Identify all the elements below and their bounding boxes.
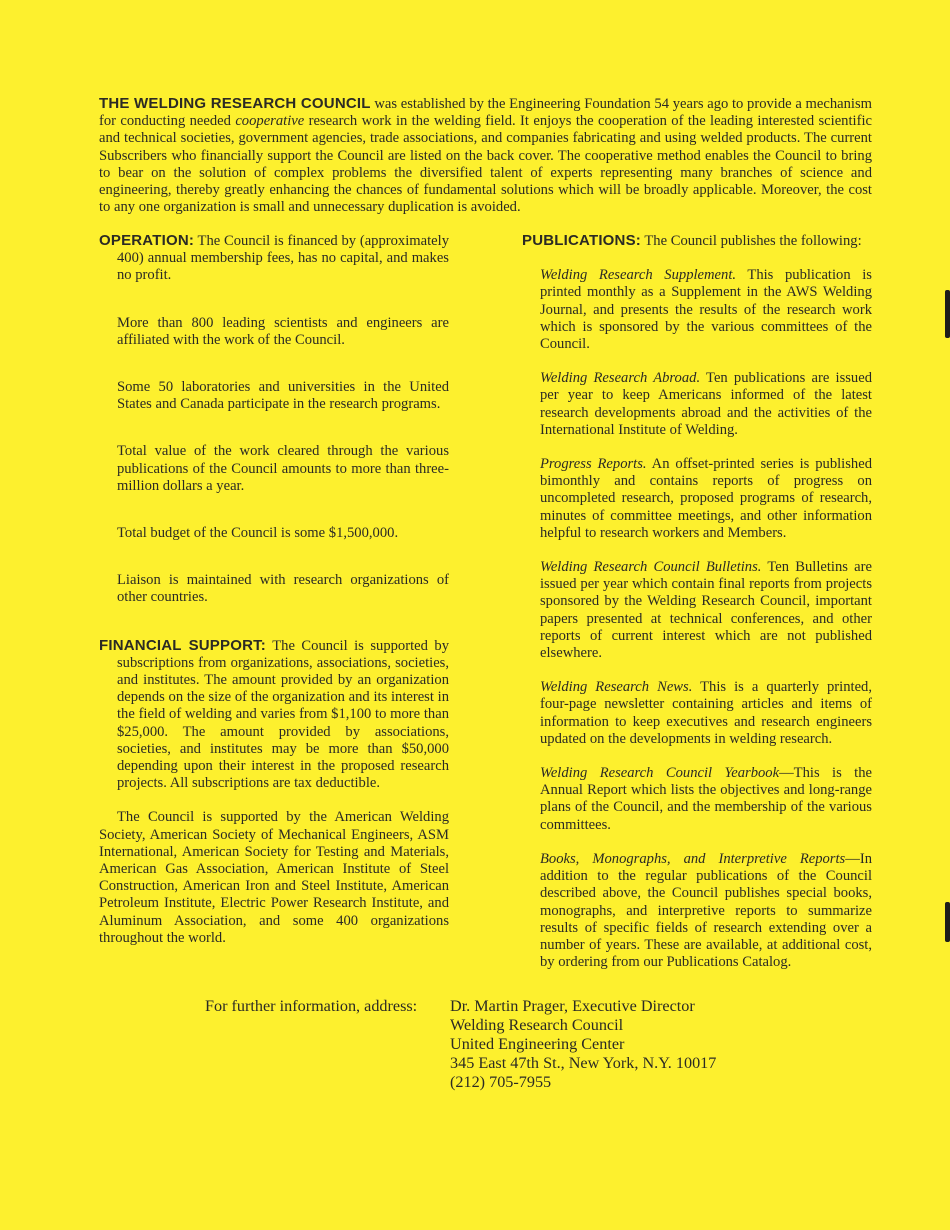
publication-item	[522, 851, 872, 971]
operation-item: More than 800 leading scientists and engineers are affiliated with the work of the Council.	[117, 314, 449, 348]
left-column	[99, 232, 449, 947]
contact-line: (212) 705-7955	[450, 1073, 552, 1091]
publication-title: Books, Monographs, and Interpretive Reports	[540, 850, 846, 867]
contact-line: Dr. Martin Prager, Executive Director	[450, 997, 695, 1015]
publication-title: Progress Reports.	[540, 456, 647, 473]
right-column	[522, 232, 872, 971]
publications-heading: PUBLICATIONS:	[522, 232, 641, 249]
publication-title: Welding Research Council Yearbook	[540, 765, 780, 782]
publications-paragraph	[522, 232, 872, 250]
contact-label: For further information, address:	[205, 997, 418, 1015]
binding-edge-mark	[945, 290, 950, 338]
publication-item	[522, 370, 872, 439]
operation-lead: The Council is financed by (approximately 400) annual membership fees, has no capital, and makes no profit.	[117, 233, 449, 284]
publication-text: Ten publications are issued per year to keep Americans informed of the latest research developments abroad and the activities of the International Institute of Welding.	[540, 370, 872, 438]
intro-emphasis: cooperative	[235, 113, 305, 130]
publication-title: Welding Research Supplement.	[540, 267, 737, 284]
contact-line: United Engineering Center	[450, 1035, 625, 1053]
intro-heading: THE WELDING RESEARCH COUNCIL	[99, 95, 371, 112]
contact-line: Welding Research Council	[450, 1016, 624, 1034]
publication-item	[522, 267, 872, 353]
intro-text-a: was established by the Engineering Foundation 54 years ago to provide a mechanism for conducting needed	[99, 96, 873, 130]
publication-item	[522, 679, 872, 748]
intro-paragraph	[99, 95, 872, 216]
contact-line: 345 East 47th St., New York, N.Y. 10017	[450, 1054, 717, 1072]
publication-title: Welding Research News.	[540, 679, 693, 696]
publication-item	[522, 559, 872, 662]
publication-text: This is a quarterly printed, four-page newsletter containing articles and items of information to keep executives and research engineers updated on the developments in welding research.	[540, 679, 872, 747]
contact-address	[450, 997, 716, 1092]
publication-text: —This is the Annual Report which lists the objectives and long-range plans of the Council, and the membership of the various committees.	[540, 765, 872, 833]
publication-text: An offset-printed series is published bimonthly and contains reports of progress on uncompleted research, proposed programs of research, minutes of committee meetings, and other information helpful to research workers and Members.	[540, 456, 872, 541]
financial-lead: The Council is supported by subscriptions from organizations, associations, societies, and institutes. The amount provided by an organization depends on the size of the organization and its interest in the field of welding and varies from $1,100 to more than $25,000. The amount provided by associations, societies, and institutes may be more than $50,000 depending upon their interest in the proposed research projects. All subscriptions are tax deductible.	[117, 637, 449, 792]
publication-text: This publication is printed monthly as a Supplement in the AWS Welding Journal, and presents the results of the research work which is sponsored by the various committees of the Council.	[540, 267, 872, 353]
operation-item: Total value of the work cleared through the various publications of the Council amounts to more than three-million dollars a year.	[117, 443, 449, 494]
operation-item: Some 50 laboratories and universities in the United States and Canada participate in the research programs.	[117, 379, 449, 413]
publication-title: Welding Research Council Bulletins.	[540, 559, 762, 576]
operation-item: Liaison is maintained with research organizations of other countries.	[117, 572, 449, 606]
binding-edge-mark	[945, 902, 950, 942]
publication-text: —In addition to the regular publications of the Council described above, the Council publishes special books, monographs, and interpretive reports to summarize results of specific fields of research extending over a number of years. These are available, at additional cost, by ordering from our Publications Catalog.	[540, 850, 872, 971]
intro-text-b: research work in the welding field. It enjoys the cooperation of the leading interested scientific and technical societies, government agencies, trade associations, and companies fabricating and using welded products. The current Subscribers who financially support the Council are listed on the back cover. The cooperative method enables the Council to bring to bear on the solution of complex problems the diversified talent of experts representing many branches of science and engineering, thereby greatly enhancing the chances of fundamental solutions which will be broadly applicable. Moreover, the cost to any one organization is small and unnecessary duplication is avoided.	[99, 113, 872, 216]
publication-item	[522, 456, 872, 542]
publications-lead: The Council publishes the following:	[640, 233, 862, 249]
financial-heading: FINANCIAL SUPPORT:	[99, 636, 267, 654]
operation-paragraph	[99, 232, 449, 285]
publication-text: Ten Bulletins are issued per year which contain final reports from projects sponsored by the Welding Research Council, important papers presented at technical conferences, and other reports of current interest which are not published elsewhere.	[540, 559, 872, 662]
publication-title: Welding Research Abroad.	[540, 370, 701, 387]
financial-supporters: The Council is supported by the American Welding Society, American Society of Mechanical Engineers, ASM International, American Society for Testing and Materials, American Gas Association, American Institute of Steel Construction, American Iron and Steel Institute, American Petroleum Institute, Electric Power Research Institute, and Aluminum Association, and some 400 organizations throughout the world.	[99, 809, 449, 946]
financial-paragraph	[99, 637, 449, 793]
operation-heading: OPERATION:	[99, 232, 195, 249]
publication-item	[522, 765, 872, 834]
operation-item: Total budget of the Council is some $1,500,000.	[117, 525, 399, 542]
